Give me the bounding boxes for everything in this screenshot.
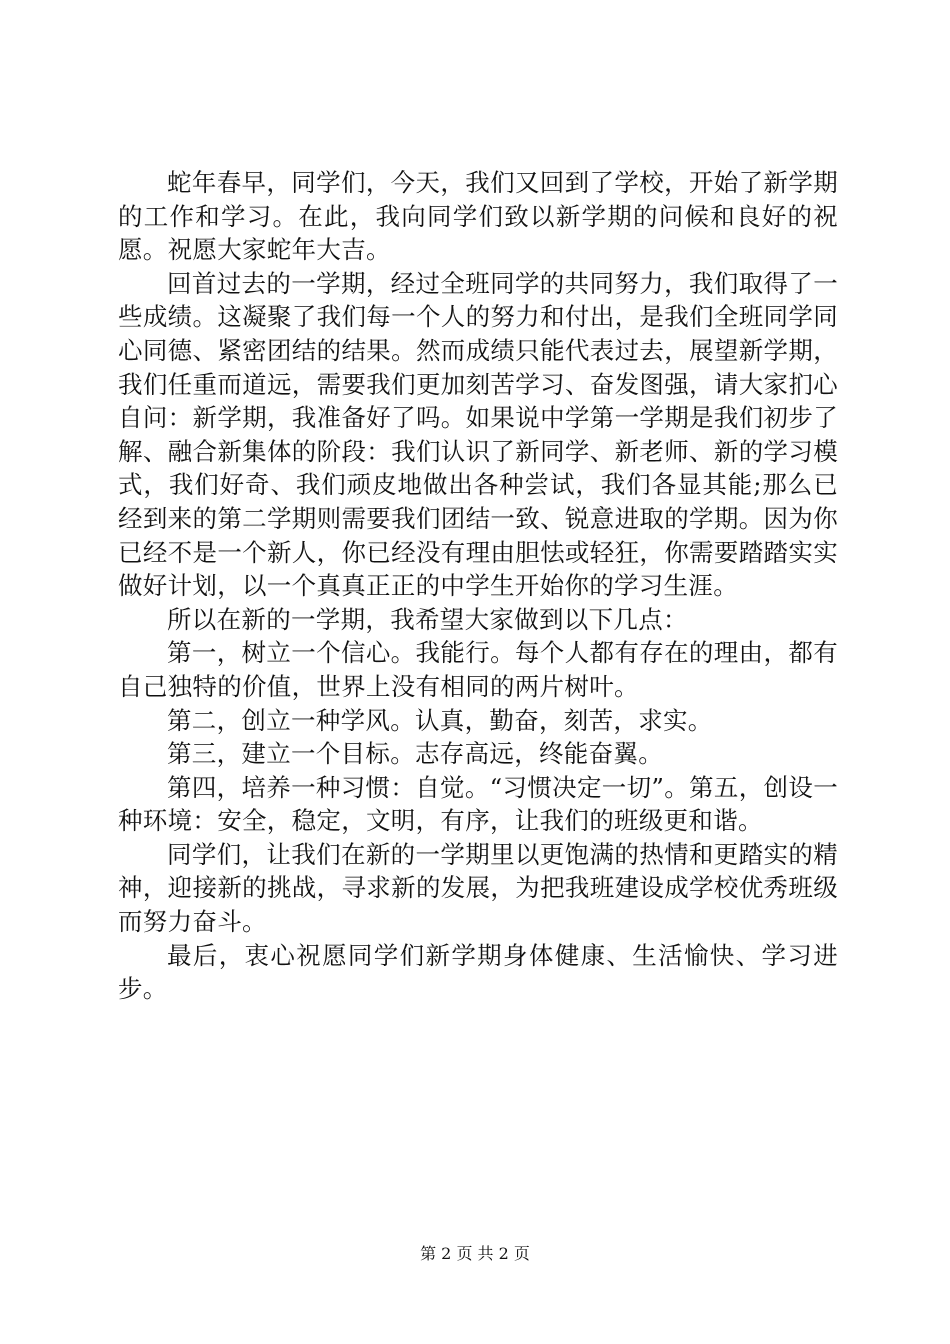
paragraph-greeting: 蛇年春早，同学们，今天，我们又回到了学校，开始了新学期的工作和学习。在此，我向同学们致以新学期的问候和良好的祝愿。祝愿大家蛇年大吉。 [118, 168, 838, 265]
paragraph-point-3: 第三，建立一个目标。志存高远，终能奋翼。 [167, 739, 663, 769]
page-number-footer: 第 2 页 共 2 页 [420, 1244, 530, 1263]
paragraph-call-to-action: 同学们，让我们在新的一学期里以更饱满的热情和更踏实的精神，迎接新的挑战，寻求新的发展，为把我班建设成学校优秀班级而努力奋斗。 [118, 839, 838, 937]
paragraph-point-4-5: 第四，培养一种习惯：自觉。“习惯决定一切”。第五，创设一种环境：安全，稳定，文明，有序，让我们的班级更和谐。 [118, 772, 838, 836]
paragraph-intro-points: 所以在新的一学期，我希望大家做到以下几点： [167, 604, 688, 634]
document-body [118, 166, 838, 1006]
paragraph-point-2: 第二，创立一种学风。认真，勤奋，刻苦，求实。 [167, 705, 713, 735]
paragraph-review: 回首过去的一学期，经过全班同学的共同努力，我们取得了一些成绩。这凝聚了我们每一个人的努力和付出，是我们全班同学同心同德、紧密团结的结果。然而成绩只能代表过去，展望新学期，我们任重而道远，需要我们更加刻苦学习、奋发图强，请大家扪心自问：新学期，我准备好了吗。如果说中学第一学期是我们初步了解、融合新集体的阶段：我们认识了新同学、新老师、新的学习模式，我们好奇、我们顽皮地做出各种尝试，我们各显其能;那么已经到来的第二学期则需要我们团结一致、锐意进取的学期。因为你已经不是一个新人，你已经没有理由胆怯或轻狂，你需要踏踏实实做好计划，以一个真真正正的中学生开始你的学习生涯。 [118, 268, 838, 601]
paragraph-point-1: 第一，树立一个信心。我能行。每个人都有存在的理由，都有自己独特的价值，世界上没有相同的两片树叶。 [118, 638, 838, 701]
paragraph-closing: 最后，衷心祝愿同学们新学期身体健康、生活愉快、学习进步。 [118, 940, 838, 1004]
